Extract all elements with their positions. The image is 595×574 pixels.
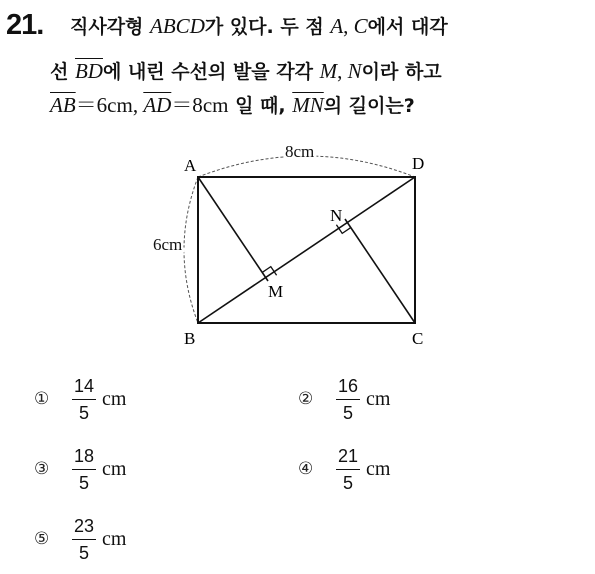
label-b: B [184, 329, 196, 348]
separator: , [132, 93, 144, 117]
segment-mn: $\overline{MN}$ [292, 93, 324, 117]
perpendicular-am [198, 177, 268, 281]
numerator: 23 [72, 515, 96, 540]
unit-cm: cm [102, 527, 127, 550]
denominator: 5 [79, 402, 90, 423]
side-dimension-arc [184, 177, 198, 323]
question-text: 선 [50, 61, 75, 83]
choice-4[interactable] [298, 439, 390, 499]
question-text: 가 있다. 두 점 [204, 16, 331, 38]
right-angle-mark-m [262, 267, 276, 276]
point-m: M [319, 59, 338, 83]
label-a: A [184, 156, 197, 175]
fraction [72, 515, 96, 564]
right-angle-mark-n [336, 225, 350, 234]
fraction [72, 445, 96, 494]
fraction [336, 445, 360, 494]
equals-eight: ＝8 [171, 93, 203, 117]
denominator: 5 [343, 472, 354, 493]
fraction [336, 375, 360, 424]
unit-cm: cm [202, 93, 229, 117]
length-label-side: 6cm [153, 235, 183, 254]
denominator: 5 [343, 402, 354, 423]
numerator: 21 [336, 445, 360, 470]
choice-mark: ⑤ [34, 529, 50, 549]
unit-cm: cm [107, 93, 133, 117]
choice-mark: ① [34, 389, 50, 409]
point-a: A [330, 14, 344, 38]
choice-mark: ④ [298, 459, 314, 479]
choice-5[interactable] [34, 509, 126, 569]
segment-ab: $\overline{AB}$ [50, 93, 76, 117]
point-c: C [353, 14, 368, 38]
perpendicular-cn [345, 219, 415, 323]
numerator: 18 [72, 445, 96, 470]
unit-cm: cm [102, 457, 127, 480]
question-line-3 [50, 91, 415, 120]
fraction [72, 375, 96, 424]
numerator: 16 [336, 375, 360, 400]
label-n: N [330, 206, 343, 225]
comma: , [343, 14, 354, 38]
question-text: 일 때, [228, 95, 293, 117]
unit-cm: cm [366, 387, 391, 410]
unit-cm: cm [366, 457, 391, 480]
choice-3[interactable] [34, 439, 126, 499]
rect-name: ABCD [150, 14, 205, 38]
segment-ad: $\overline{AD}$ [143, 93, 172, 117]
question-text: 직사각형 [70, 16, 151, 38]
choice-1[interactable] [34, 369, 126, 429]
denominator: 5 [79, 542, 90, 563]
length-label-top: 8cm [285, 142, 315, 161]
choice-2[interactable] [298, 369, 390, 429]
choice-mark: ② [298, 389, 314, 409]
point-n: N [347, 59, 362, 83]
choice-mark: ③ [34, 459, 50, 479]
equals-six: ＝6 [75, 93, 108, 117]
denominator: 5 [79, 472, 90, 493]
label-c: C [412, 329, 424, 348]
numerator: 14 [72, 375, 96, 400]
diagonal-bd [198, 177, 415, 323]
label-d: D [412, 154, 425, 173]
comma: , [337, 59, 348, 83]
question-text: 에서 대각 [367, 16, 448, 38]
segment-bd: $\overline{BD}$ [74, 59, 103, 83]
label-m: M [268, 282, 284, 301]
question-number: 21. [6, 9, 44, 41]
question-line-2 [50, 57, 442, 86]
rectangle-diagram [140, 135, 440, 355]
question-text: 이라 하고 [361, 61, 442, 83]
unit-cm: cm [102, 387, 127, 410]
question-text: 에 내린 수선의 발을 각각 [102, 61, 320, 83]
question-line-1 [70, 12, 448, 41]
question-text: 의 길이는? [323, 95, 415, 117]
